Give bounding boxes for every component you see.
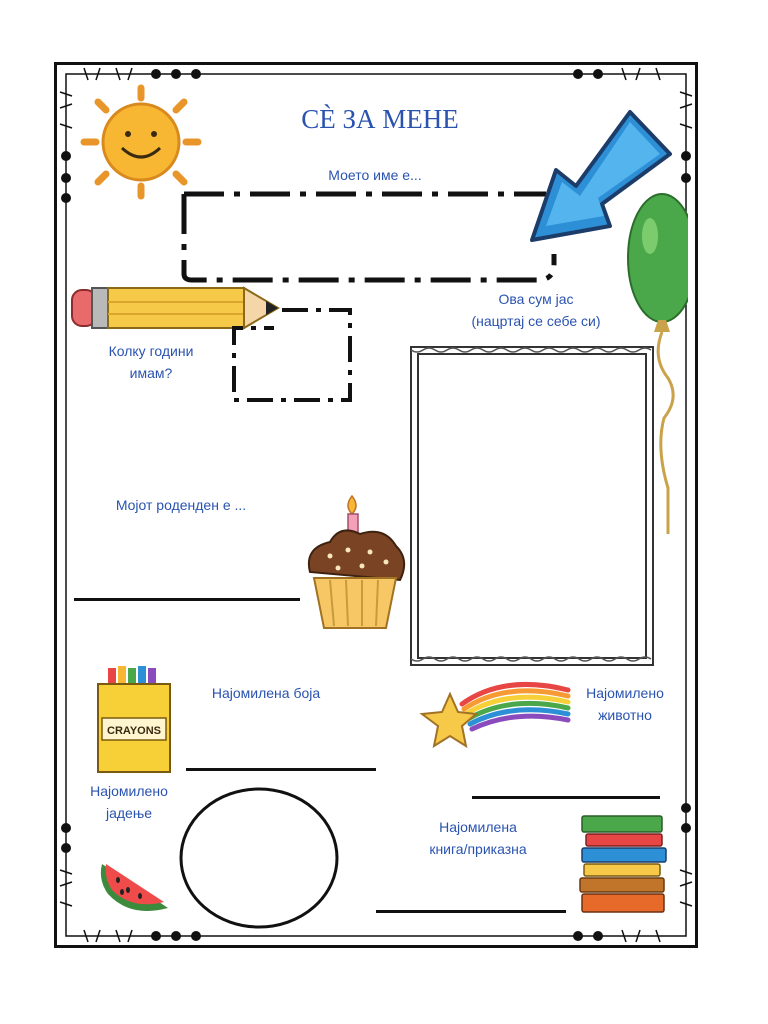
animal-label-line1: Најомилено	[586, 685, 664, 701]
animal-label-line2: животно	[598, 707, 652, 724]
book-label-line2: книга/приказна	[429, 841, 527, 858]
page-title: СЀ ЗА МЕНЕ	[301, 104, 459, 134]
food-label	[74, 780, 184, 825]
age-label	[86, 340, 216, 385]
animal-label	[570, 682, 680, 727]
cupcake-icon	[300, 490, 410, 634]
self-portrait-label-line2: (нацртај се себе си)	[471, 313, 601, 330]
color-label: Најомилена боја	[211, 685, 321, 701]
food-label-line1: Најомилено	[90, 783, 168, 799]
book-label	[410, 816, 546, 861]
self-portrait-frame[interactable]	[408, 344, 656, 668]
self-portrait-label-line1: Ова сум јас	[498, 291, 574, 307]
color-answer-line[interactable]	[186, 768, 376, 771]
name-field-box[interactable]	[176, 182, 566, 286]
birthday-answer-line[interactable]	[74, 598, 300, 601]
food-label-line2: јадење	[105, 805, 152, 822]
book-answer-line[interactable]	[376, 910, 566, 913]
self-portrait-label	[446, 288, 626, 333]
shooting-star-icon	[414, 670, 572, 754]
book-label-line1: Најомилена	[439, 819, 517, 835]
age-label-line1: Колку години	[108, 343, 194, 359]
birthday-label: Мојот роденден е ...	[115, 497, 247, 513]
age-field-box[interactable]	[226, 304, 358, 408]
age-label-line2: имам?	[129, 365, 173, 382]
food-drawing-circle[interactable]	[178, 786, 340, 930]
animal-answer-line[interactable]	[472, 796, 660, 799]
books-icon	[576, 812, 668, 916]
crayons-brand-label: CRAYONS	[107, 725, 161, 737]
watermelon-icon	[96, 830, 182, 914]
crayons-icon	[92, 664, 176, 776]
name-label: Моето име е...	[328, 167, 422, 183]
